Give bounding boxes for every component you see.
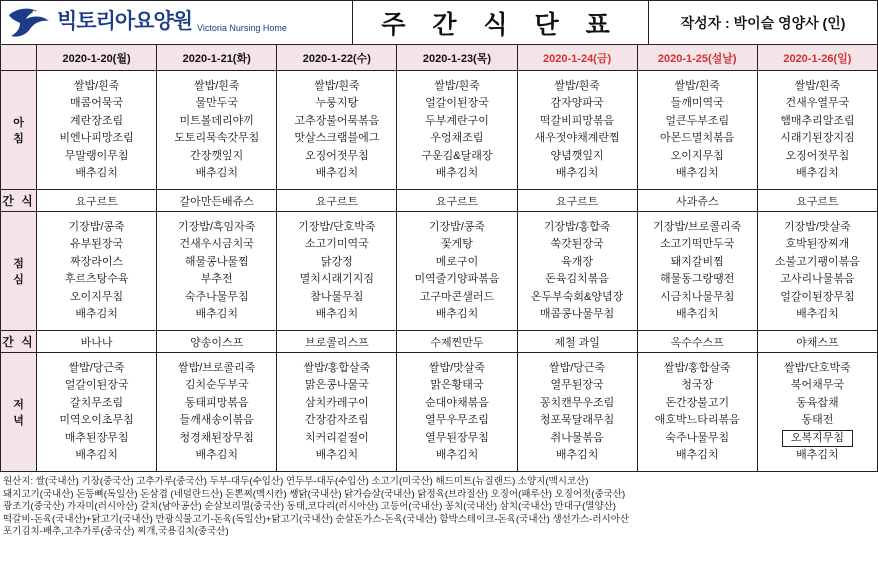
origin-line-2: 광조기(중국산) 가자미(러시아산) 갈치(남아공산) 순살보리멸(중국산) 동태,코다리(러시아산) 고등어(국내산) 꽁치(국내산) 삼치(국내산) 만대구(멸양산) [3, 501, 616, 512]
menu-line: 누룽지탕 [315, 97, 359, 109]
breakfast-row [1, 71, 878, 190]
menu-line: 애호박느타리볶음 [654, 414, 740, 426]
menu-line: 물만두국 [195, 97, 238, 109]
column-header-5: 2020-1-25(설날) [637, 45, 757, 71]
dinner-cell-1 [157, 353, 277, 472]
menu-line: 오이지무침 [670, 149, 724, 162]
table-header-row [1, 45, 878, 71]
menu-line: 매콤콩나물무침 [539, 308, 615, 320]
menu-line: 김치순두부국 [184, 379, 249, 391]
menu-line: 고추장불어묵볶음 [294, 114, 380, 127]
menu-line: 기장밥/맛살죽 [783, 220, 851, 233]
menu-line: 배추김치 [75, 449, 118, 461]
row-label-lunch: 점 심 [1, 212, 37, 331]
menu-line: 얼갈이된장무침 [780, 290, 855, 303]
menu-line: 메로구이 [435, 255, 479, 268]
menu-line: 청경채된장무침 [179, 431, 254, 444]
menu-line: 간장감자조림 [304, 414, 369, 426]
menu-line: 숙주나물무침 [665, 431, 730, 444]
menu-line: 오징어젓무침 [304, 149, 369, 162]
menu-line: 후르츠탕수육 [64, 273, 129, 285]
menu-line: 북어채무국 [790, 379, 844, 391]
menu-line: 무말랭이무침 [64, 149, 129, 162]
menu-line: 청국장 [681, 379, 714, 391]
snack1-cell-5: 사과쥬스 [637, 190, 757, 212]
menu-line: 꽃게탕 [441, 238, 473, 250]
menu-line: 배추김치 [75, 167, 118, 179]
breakfast-cell-5 [637, 71, 757, 190]
menu-line: 구운김&달래장 [421, 149, 493, 162]
menu-line: 동태전 [801, 414, 834, 426]
menu-line: 청포묵달래무침 [539, 414, 615, 426]
menu-line: 미역오이초무침 [59, 414, 134, 426]
snack2-cell-4: 제철 과일 [517, 331, 637, 353]
dinner-cell-4 [517, 353, 637, 472]
menu-line: 쌀밥/흰죽 [674, 79, 720, 92]
snack2-cell-6: 야채스프 [757, 331, 877, 353]
sheet-header [0, 0, 878, 44]
column-header-3: 2020-1-23(목) [397, 45, 517, 71]
menu-line: 기장밥/브로콜리죽 [653, 220, 742, 233]
origin-line-3: 떡갈비-돈육(국내산)+닭고기(국내산) 만광식물고기-돈육(독일산)+닭고기(국내산) 순살돈가스-돈육(국내산) 함박스테이크-돈육(국내산) 생선가스-러시아산 [3, 513, 630, 525]
menu-line: 치커리겉절이 [304, 431, 369, 444]
dinner-cell-6 [757, 353, 877, 472]
menu-line: 부추전 [200, 273, 233, 285]
menu-line: 소고기떡만두국 [660, 238, 735, 250]
menu-line: 들깨새송이볶음 [179, 414, 254, 426]
menu-line: 열무된장국 [550, 379, 604, 391]
menu-line: 쌀밥/흰죽 [434, 79, 480, 92]
menu-line: 기장밥/콩죽 [428, 220, 486, 233]
menu-line: 쌀밥/단호박죽 [783, 361, 851, 374]
menu-line: 배추김치 [75, 308, 118, 320]
lunch-row [1, 212, 878, 331]
menu-line: 배추김치 [195, 167, 238, 179]
snack2-cell-5: 옥수수스프 [637, 331, 757, 353]
menu-line: 순대야채볶음 [425, 396, 489, 409]
menu-line: 맑은황태국 [430, 379, 484, 391]
menu-line: 시래기된장지짐 [780, 132, 855, 144]
menu-line: 동육잡채 [796, 396, 839, 409]
menu-line: 건새우열무국 [785, 97, 850, 109]
menu-line: 아몬드멸치볶음 [660, 132, 735, 144]
menu-line: 쌀밥/흰죽 [794, 79, 841, 92]
menu-line: 쌀밥/당근죽 [549, 361, 606, 374]
menu-line: 배추김치 [675, 449, 719, 461]
menu-line: 소불고기팽이볶음 [774, 255, 860, 268]
origin-line-1: 돼지고기(국내산) 돈등뼈(독일산) 돈삼겹 (네덜란드산) 돈뽄찌(멕시칸) 쌩닭(국내산) 닭가슴살(국내산) 닭정육(브라질산) 오징어(패루산) 오징어젓(중국산) [3, 488, 626, 500]
menu-line: 돈육김치볶음 [545, 273, 609, 285]
menu-line: 맛살스크램블에그 [294, 132, 380, 144]
row-label-snack2: 간 식 [1, 331, 37, 353]
menu-line: 동태피망볶음 [184, 396, 249, 409]
highlighted-menu-line: 오복지무침 [782, 430, 853, 447]
menu-line: 오징어젓무침 [785, 149, 850, 162]
menu-line: 육개장 [561, 255, 594, 268]
lunch-cell-5 [637, 212, 757, 331]
menu-line: 배추김치 [435, 308, 479, 320]
menu-line: 들깨미역국 [670, 97, 724, 109]
menu-line: 기장밥/홍합죽 [543, 220, 611, 233]
column-header-1: 2020-1-21(화) [157, 45, 277, 71]
menu-line: 배추김치 [315, 449, 359, 461]
menu-line: 새우젓야채계란찜 [534, 132, 620, 144]
origin-notice [0, 475, 878, 539]
page-title: 주 간 식 단 표 [353, 1, 649, 44]
menu-line: 유부된장국 [70, 238, 124, 250]
menu-line: 멸치시래기지짐 [299, 273, 375, 285]
lunch-cell-1 [157, 212, 277, 331]
menu-line: 취나물볶음 [550, 431, 604, 444]
menu-line: 온두부숙회&양념장 [530, 290, 624, 303]
dinner-cell-0 [37, 353, 157, 472]
menu-line: 배추김치 [435, 449, 479, 461]
bird-logo-icon [7, 6, 53, 40]
menu-line: 매추된장무침 [64, 431, 129, 444]
dinner-cell-3 [397, 353, 517, 472]
snack2-cell-0: 바나나 [37, 331, 157, 353]
menu-line: 기장밥/흑임자죽 [177, 220, 256, 233]
menu-line: 얼갈이된장국 [425, 97, 489, 109]
menu-line: 참나물무침 [310, 290, 364, 303]
brand-name-en: Victoria Nursing Home [197, 22, 287, 33]
snack2-cell-3: 수제찐만두 [397, 331, 517, 353]
menu-line: 고사리나물볶음 [780, 273, 855, 285]
breakfast-cell-0 [37, 71, 157, 190]
menu-line: 맑은콩나물국 [304, 379, 369, 391]
menu-line: 간장깻잎지 [190, 149, 244, 162]
breakfast-cell-4 [517, 71, 637, 190]
snack2-cell-2: 브로콜리스프 [277, 331, 397, 353]
menu-line: 시금치나물무침 [660, 290, 735, 303]
brand-block [1, 1, 353, 44]
breakfast-cell-6 [757, 71, 877, 190]
lunch-cell-2 [277, 212, 397, 331]
origin-line-4: 포기김치-배추,고추가루(중국산) 찌개,국용김치(중국산) [3, 526, 229, 537]
menu-line: 배추김치 [435, 167, 479, 179]
snack1-cell-4: 요구르트 [517, 190, 637, 212]
menu-line: 쌀밥/홍합살죽 [303, 361, 371, 374]
snack2-row [1, 331, 878, 353]
menu-line: 갈치무조림 [70, 396, 124, 409]
dinner-cell-5 [637, 353, 757, 472]
menu-line: 얼큰두부조림 [665, 114, 730, 127]
menu-line: 매콤어묵국 [70, 97, 124, 109]
menu-line: 해물콩나물찜 [184, 255, 249, 268]
column-header-6: 2020-1-26(일) [757, 45, 877, 71]
menu-line: 미역줄기양파볶음 [414, 273, 500, 285]
menu-line: 양념깻잎지 [550, 149, 604, 162]
menu-line: 삼치카레구이 [304, 396, 369, 409]
row-label-dinner: 저 녁 [1, 353, 37, 472]
menu-line: 햄매추리알조림 [780, 114, 855, 127]
menu-line: 열무우무조림 [425, 414, 489, 426]
column-header-2: 2020-1-22(수) [277, 45, 397, 71]
menu-line: 얼갈이된장국 [64, 379, 129, 391]
menu-line: 숙주나물무침 [184, 290, 249, 303]
menu-line: 쌀밥/맛살죽 [428, 361, 486, 374]
menu-line: 우엉채조림 [430, 132, 484, 144]
menu-line: 떡갈비피망볶음 [539, 114, 615, 127]
menu-line: 열무된장무침 [425, 431, 489, 444]
menu-line: 배추김치 [675, 167, 719, 179]
snack1-cell-6: 요구르트 [757, 190, 877, 212]
row-label-breakfast: 아 침 [1, 71, 37, 190]
menu-line: 쌀밥/흰죽 [314, 79, 360, 92]
menu-line: 쌀밥/흰죽 [554, 79, 600, 92]
brand-text [57, 11, 287, 33]
menu-line: 돼지갈비찜 [670, 255, 724, 268]
menu-line: 쌀밥/브로콜리죽 [177, 361, 256, 374]
menu-line: 호박된장찌개 [785, 238, 850, 250]
snack1-cell-3: 요구르트 [397, 190, 517, 212]
breakfast-cell-1 [157, 71, 277, 190]
dinner-row [1, 353, 878, 472]
row-label-snack1: 간 식 [1, 190, 37, 212]
snack1-cell-2: 요구르트 [277, 190, 397, 212]
column-header-0: 2020-1-20(월) [37, 45, 157, 71]
corner-cell [1, 45, 37, 71]
menu-line: 닭강정 [320, 255, 353, 268]
menu-line: 짜장라이스 [70, 255, 124, 268]
menu-line: 소고기미역국 [304, 238, 369, 250]
breakfast-cell-3 [397, 71, 517, 190]
lunch-cell-4 [517, 212, 637, 331]
menu-line: 쑥갓된장국 [550, 238, 604, 250]
menu-line: 배추김치 [796, 167, 839, 179]
menu-line: 미트볼데리야끼 [179, 114, 254, 127]
lunch-cell-0 [37, 212, 157, 331]
weekly-menu-table [0, 44, 878, 472]
menu-line: 쌀밥/흰죽 [193, 79, 240, 92]
menu-line: 배추김치 [195, 308, 238, 320]
menu-line: 해물동그랑땡전 [660, 273, 735, 285]
menu-line: 배추김치 [195, 449, 238, 461]
menu-line: 배추김치 [555, 167, 599, 179]
menu-line: 비엔나피망조림 [59, 132, 134, 144]
menu-line: 쌀밥/흰죽 [73, 79, 120, 92]
menu-line: 도토리묵속갓무침 [174, 132, 260, 144]
menu-line: 오이지무침 [70, 290, 124, 303]
menu-line: 건새우시금치국 [179, 238, 254, 250]
menu-line: 쌀밥/홍합살죽 [663, 361, 731, 374]
menu-line: 배추김치 [675, 308, 719, 320]
lunch-cell-3 [397, 212, 517, 331]
menu-line: 두부계란구이 [425, 114, 489, 127]
snack1-cell-1: 갈아만든배쥬스 [157, 190, 277, 212]
menu-line: 배추김치 [315, 167, 359, 179]
menu-line: 꽁치캔무우조림 [539, 396, 615, 409]
column-header-4: 2020-1-24(금) [517, 45, 637, 71]
menu-line: 기장밥/콩죽 [68, 220, 125, 233]
menu-line: 배추김치 [796, 449, 839, 461]
author-label: 작성자 : 박이슬 영양사 (인) [680, 14, 846, 31]
snack1-row [1, 190, 878, 212]
menu-line: 쌀밥/당근죽 [68, 361, 125, 374]
menu-line: 고구마콘샐러드 [419, 290, 495, 303]
breakfast-cell-2 [277, 71, 397, 190]
origin-line-0: 원산지: 쌀(국내산) 기장(중국산) 고추가루(중국산) 두부-대두(수입산) 연두부-대두(수입산) 소고기(미국산) 해드미트(뉴질랜드) 소양지(맥시코산) [3, 476, 589, 487]
menu-line: 배추김치 [555, 449, 599, 461]
menu-line: 계란장조림 [70, 114, 124, 127]
dinner-cell-2 [277, 353, 397, 472]
lunch-cell-6 [757, 212, 877, 331]
snack2-cell-1: 양송이스프 [157, 331, 277, 353]
menu-line: 배추김치 [796, 308, 839, 320]
menu-line: 기장밥/단호박죽 [298, 220, 376, 233]
menu-line: 돈간장불고기 [665, 396, 730, 409]
menu-line: 감자양파국 [550, 97, 604, 109]
snack1-cell-0: 요구르트 [37, 190, 157, 212]
brand-name-ko: 빅토리아요양원 [57, 10, 193, 34]
menu-line: 배추김치 [315, 308, 359, 320]
